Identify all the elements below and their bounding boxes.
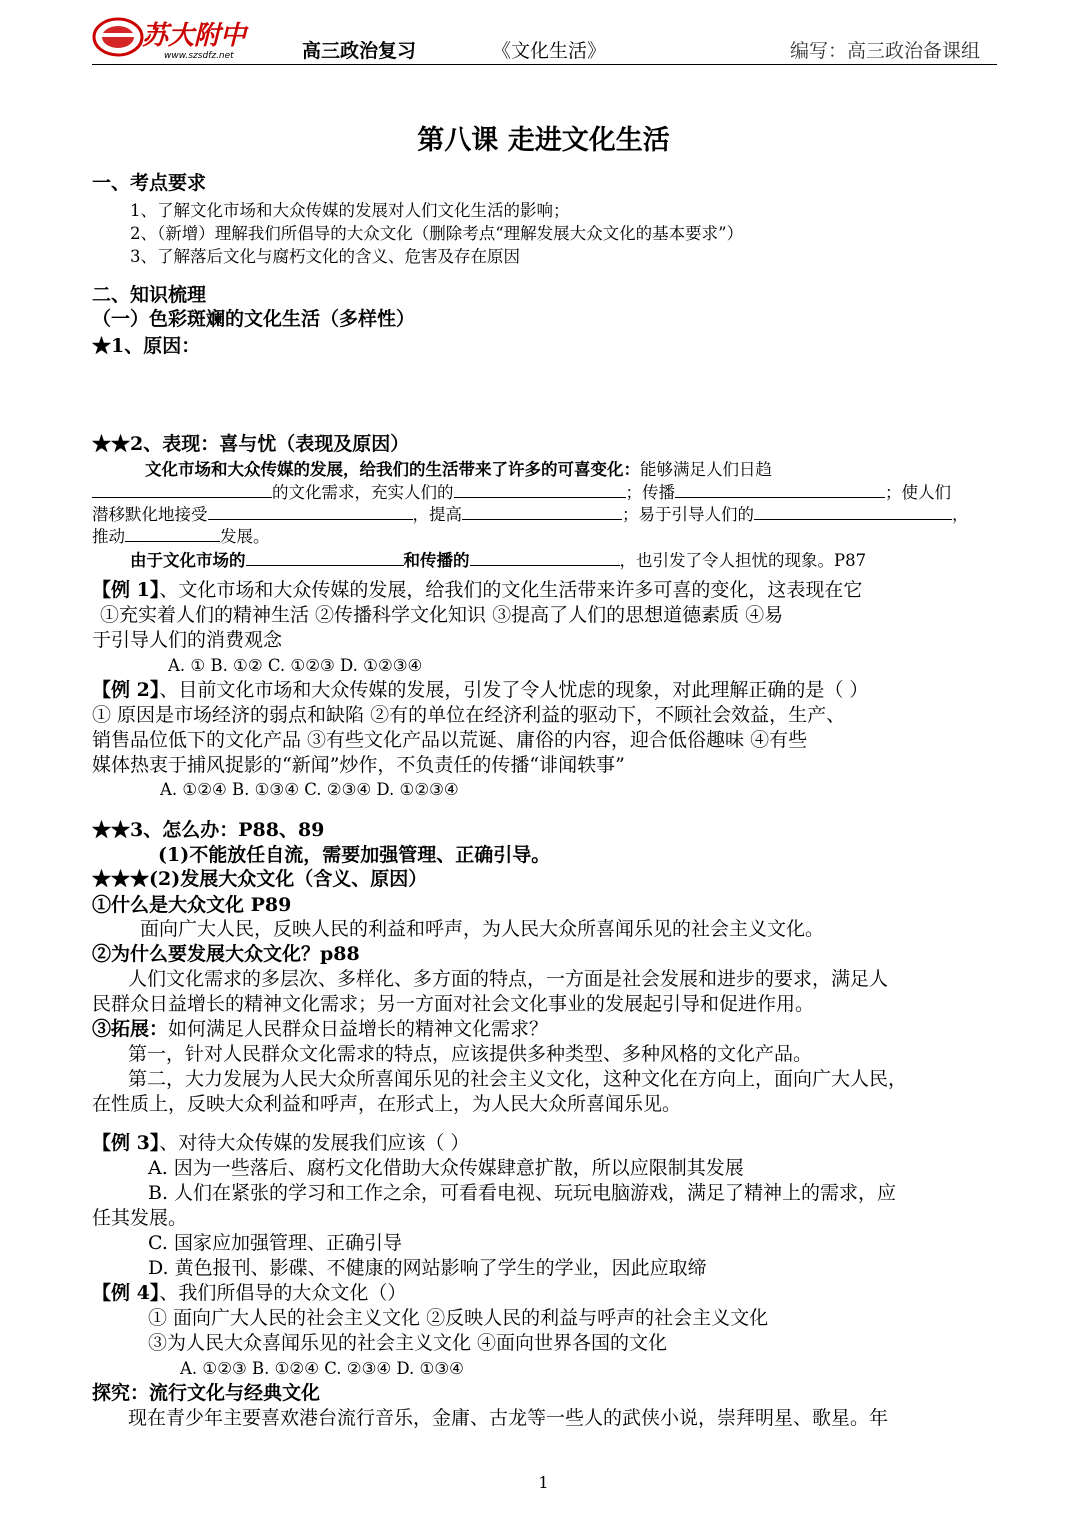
- answer-options: A. ①②③ B. ①②④ C. ②③④ D. ①③④: [180, 1359, 464, 1378]
- option-line: D. 黄色报刊、影碟、不健康的网站影响了学生的学业，因此应取缔: [148, 1257, 707, 1279]
- option-line: A. 因为一些落后、腐朽文化借助大众传媒肆意扩散，所以应限制其发展: [148, 1157, 744, 1179]
- header-book: 《文化生活》: [492, 40, 607, 62]
- question-line: ①充实着人们的精神生活 ②传播科学文化知识 ③提高了人们的思想道德素质 ④易: [100, 604, 784, 626]
- section-heading: 二、知识梳理: [92, 284, 207, 306]
- paragraph-line: 人们文化需求的多层次、多样化、多方面的特点，一方面是社会发展和进步的要求，满足人: [128, 968, 889, 990]
- fill-blank-line: 潜移默化地接受 ，提高 ；易于引导人们的 ，: [92, 501, 969, 527]
- point-heading: ★★★(2)发展大众文化（含义、原因）: [92, 868, 428, 890]
- blank[interactable]: [675, 479, 885, 498]
- logo-text: 苏大附中: [142, 21, 247, 51]
- paragraph-line: 第二，大力发展为人民大众所喜闻乐见的社会主义文化，这种文化在方向上，面向广大人民，: [128, 1068, 908, 1090]
- question-heading: ③拓展：如何满足人民群众日益增长的精神文化需求？: [92, 1018, 549, 1040]
- header-course: 高三政治复习: [302, 40, 417, 62]
- question-line: 销售品位低下的文化产品 ③有些文化产品以荒诞、庸俗的内容，迎合低俗趣味 ④有些: [92, 729, 808, 751]
- blank[interactable]: [125, 523, 220, 542]
- example-question: 【例 3】、对待大众传媒的发展我们应该（ ）: [92, 1132, 470, 1154]
- paragraph-line: 民群众日益增长的精神文化需求；另一方面对社会文化事业的发展起引导和促进作用。: [92, 993, 815, 1015]
- page-header: [92, 12, 997, 65]
- option-line: C. 国家应加强管理、正确引导: [148, 1232, 402, 1254]
- fill-blank-line: 推动 发展。: [92, 523, 270, 549]
- blank[interactable]: [246, 547, 404, 566]
- question-line: ① 面向广大人民的社会主义文化 ②反映人民的利益与呼声的社会主义文化: [148, 1307, 769, 1329]
- logo-url: www.szsdfz.net: [164, 51, 234, 61]
- question-line: ① 原因是市场经济的弱点和缺陷 ②有的单位在经济利益的驱动下，不顾社会效益，生产、: [92, 704, 846, 726]
- blank[interactable]: [208, 501, 413, 520]
- section-heading: 探究：流行文化与经典文化: [92, 1382, 321, 1404]
- page-number: 1: [538, 1473, 549, 1492]
- question-heading: ②为什么要发展大众文化？p88: [92, 943, 360, 965]
- example-question: 【例 2】、目前文化市场和大众传媒的发展，引发了令人忧虑的现象，对此理解正确的是（ ）: [92, 679, 869, 701]
- requirement-item: 1、了解文化市场和大众传媒的发展对人们文化生活的影响；: [130, 201, 570, 220]
- blank[interactable]: [454, 479, 626, 498]
- question-line: 媒体热衷于捕风捉影的“新闻”炒作，不负责任的传播“诽闻轶事”: [92, 754, 625, 776]
- answer-options: A. ①②④ B. ①③④ C. ②③④ D. ①②③④: [160, 780, 459, 799]
- blank[interactable]: [470, 547, 620, 566]
- paragraph-line: 文化市场和大众传媒的发展，给我们的生活带来了许多的可喜变化：能够满足人们日趋: [145, 460, 772, 479]
- question-heading: ①什么是大众文化 P89: [92, 894, 292, 916]
- requirement-item: 2、（新增）理解我们所倡导的大众文化（删除考点“理解发展大众文化的基本要求”）: [130, 224, 744, 243]
- option-line: B. 人们在紧张的学习和工作之余，可看看电视、玩玩电脑游戏，满足了精神上的需求，应: [148, 1182, 897, 1204]
- header-author: 编写：高三政治备课组: [790, 40, 981, 62]
- point-heading: ★1、原因：: [92, 335, 201, 357]
- paragraph-line: 面向广大人民，反映人民的利益和呼声，为人民大众所喜闻乐见的社会主义文化。: [140, 918, 825, 940]
- blank[interactable]: [754, 501, 952, 520]
- answer-options: A. ① B. ①② C. ①②③ D. ①②③④: [168, 656, 423, 675]
- point-heading: ★★3、怎么办：P88、89: [92, 819, 325, 841]
- section-heading: 一、考点要求: [92, 172, 207, 194]
- example-question: 【例 4】、我们所倡导的大众文化（）: [92, 1282, 407, 1304]
- question-line: 于引导人们的消费观念: [92, 629, 283, 651]
- point-heading: ★★2、表现：喜与忧（表现及原因）: [92, 433, 410, 455]
- fill-blank-line: 由于文化市场的 和传播的 ，也引发了令人担忧的现象。P87: [130, 547, 866, 573]
- page-title: 第八课 走进文化生活: [417, 125, 670, 156]
- school-logo: [92, 12, 302, 62]
- paragraph-line: 在性质上，反映大众利益和呼声，在形式上，为人民大众所喜闻乐见。: [92, 1093, 682, 1115]
- point-text: (1)不能放任自流，需要加强管理、正确引导。: [158, 844, 551, 866]
- fill-blank-line: 的文化需求，充实人们的 ；传播 ；使人们: [92, 479, 951, 505]
- requirement-item: 3、了解落后文化与腐朽文化的含义、危害及存在原因: [130, 247, 520, 266]
- blank[interactable]: [462, 501, 622, 520]
- option-line: 任其发展。: [92, 1207, 188, 1229]
- paragraph-line: 现在青少年主要喜欢港台流行音乐，金庸、古龙等一些人的武侠小说，崇拜明星、歌星。年: [128, 1407, 889, 1429]
- subsection-heading: （一）色彩斑斓的文化生活（多样性）: [92, 308, 416, 330]
- paragraph-line: 第一，针对人民群众文化需求的特点，应该提供多种类型、多种风格的文化产品。: [128, 1043, 813, 1065]
- blank[interactable]: [92, 479, 272, 498]
- example-question: 【例 1】、文化市场和大众传媒的发展，给我们的文化生活带来许多可喜的变化，这表现在它: [92, 579, 863, 601]
- question-line: ③为人民大众喜闻乐见的社会主义文化 ④面向世界各国的文化: [148, 1332, 668, 1354]
